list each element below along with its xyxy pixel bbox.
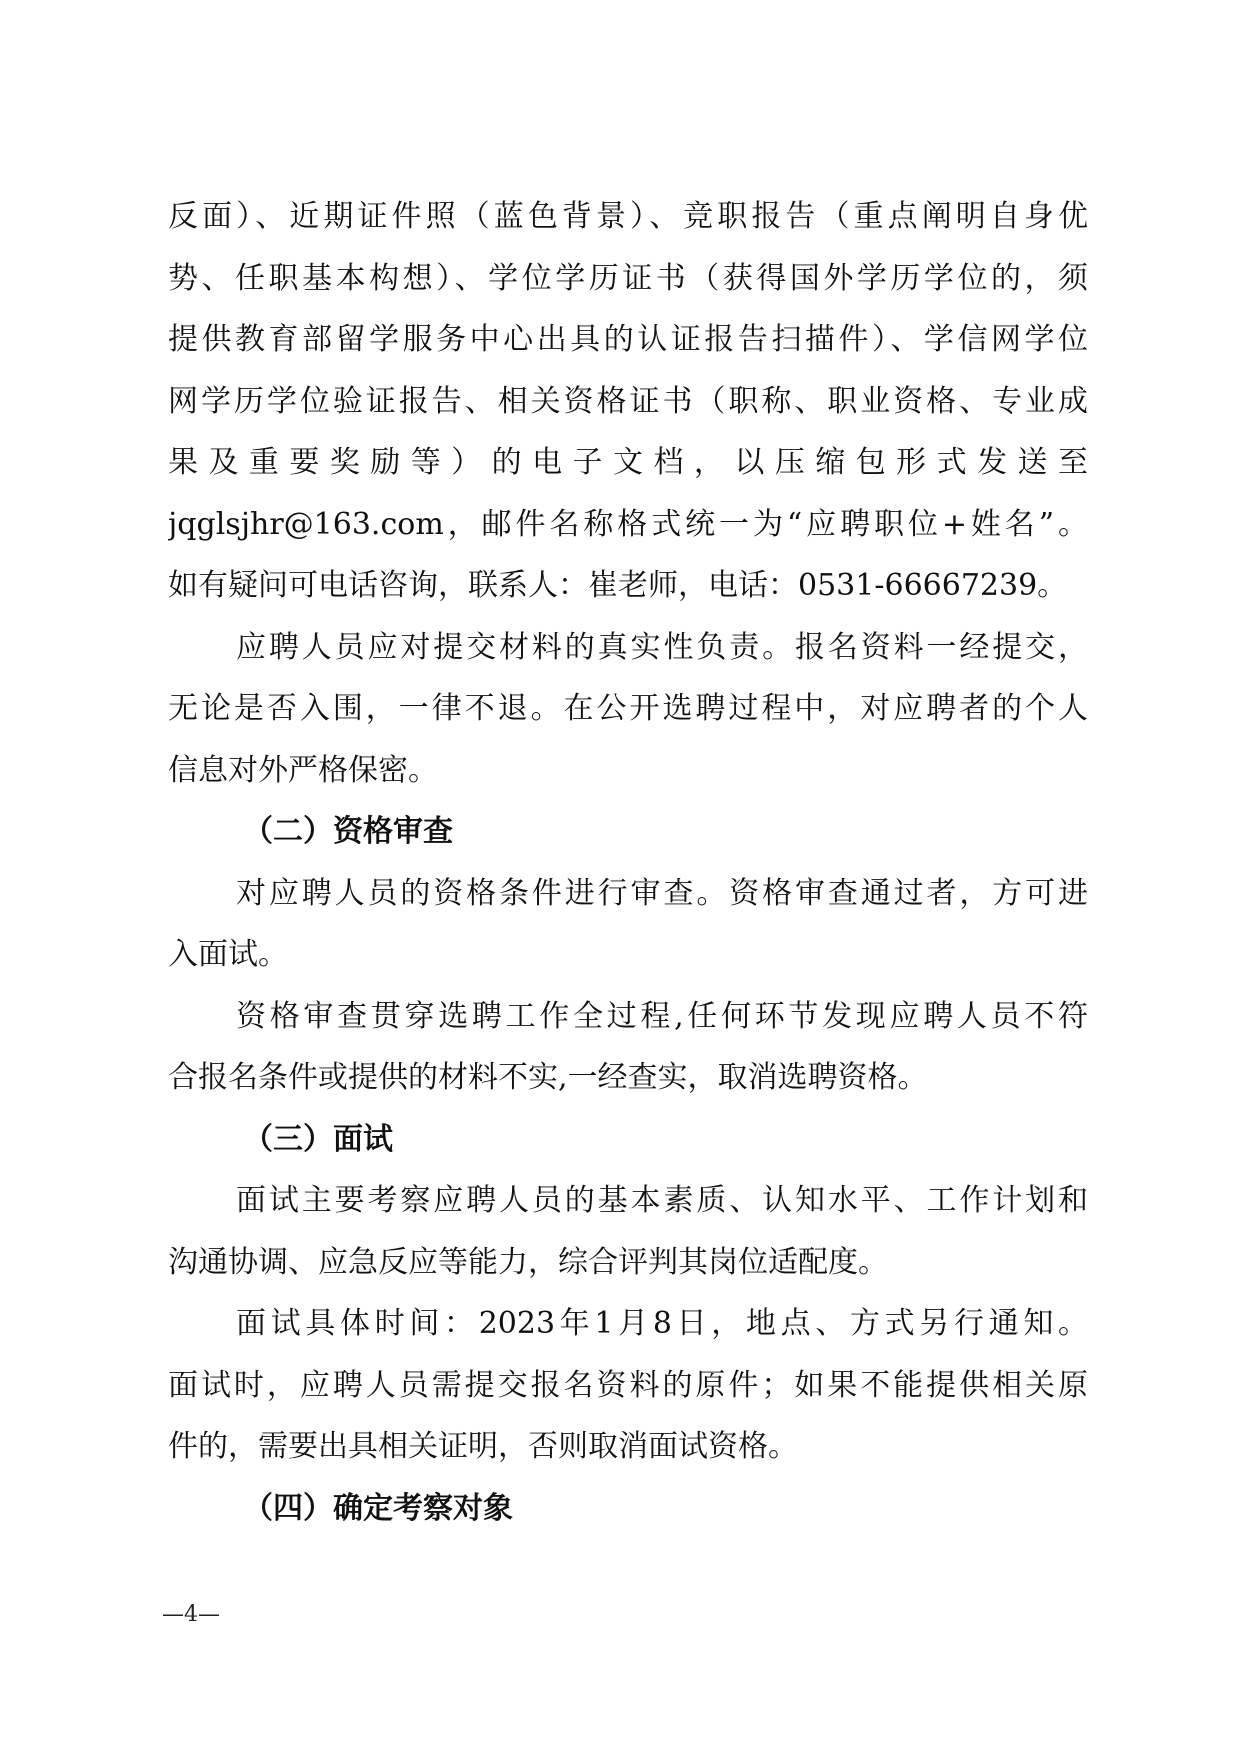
paragraph-line: 合报名条件或提供的材料不实,一经查实，取消选聘资格。 (168, 1060, 928, 1095)
paragraph-line: 网学历学位验证报告、相关资格证书（职称、职业资格、专业成 (168, 383, 1088, 419)
section-heading: （三）面试 (243, 1121, 393, 1157)
paragraph-first-line: 面试主要考察应聘人员的基本素质、认知水平、工作计划和 (236, 1183, 1088, 1218)
paragraph-first-line: 资格审查贯穿选聘工作全过程,任何环节发现应聘人员不符 (236, 998, 1088, 1034)
paragraph-line: 果及重要奖励等）的电子文档，以压缩包形式发送至 (168, 445, 1088, 480)
paragraph-line: 势、任职基本构想）、学位学历证书（获得国外学历学位的，须 (168, 260, 1088, 296)
paragraph-first-line: 面试具体时间：2023年1月8日，地点、方式另行通知。 (236, 1306, 1088, 1341)
paragraph-line: jqglsjhr@163.com，邮件名称格式统一为“应聘职位+姓名”。 (168, 506, 1088, 542)
paragraph-line: 如有疑问可电话咨询，联系人：崔老师，电话：0531-66667239。 (168, 568, 1068, 603)
paragraph-line: 沟通协调、应急反应等能力，综合评判其岗位适配度。 (168, 1244, 888, 1280)
section-heading: （四）确定考察对象 (243, 1490, 513, 1526)
page-number: —4— (162, 1602, 220, 1627)
paragraph-line: 提供教育部留学服务中心出具的认证报告扫描件）、学信网学位 (168, 322, 1088, 357)
paragraph-first-line: 应聘人员应对提交材料的真实性负责。报名资料一经提交， (236, 629, 1088, 665)
paragraph-first-line: 对应聘人员的资格条件进行审查。资格审查通过者，方可进 (236, 875, 1088, 911)
paragraph-line: 件的，需要出具相关证明，否则取消面试资格。 (168, 1429, 798, 1464)
paragraph-line: 信息对外严格保密。 (168, 752, 438, 788)
paragraph-line: 无论是否入围，一律不退。在公开选聘过程中，对应聘者的个人 (168, 691, 1088, 726)
paragraph-line: 反面）、近期证件照（蓝色背景）、竞职报告（重点阐明自身优 (168, 199, 1088, 234)
section-heading: （二）资格审查 (243, 814, 453, 849)
paragraph-line: 面试时，应聘人员需提交报名资料的原件；如果不能提供相关原 (168, 1367, 1088, 1403)
body-text (168, 186, 1088, 1539)
paragraph-line: 入面试。 (168, 937, 288, 972)
